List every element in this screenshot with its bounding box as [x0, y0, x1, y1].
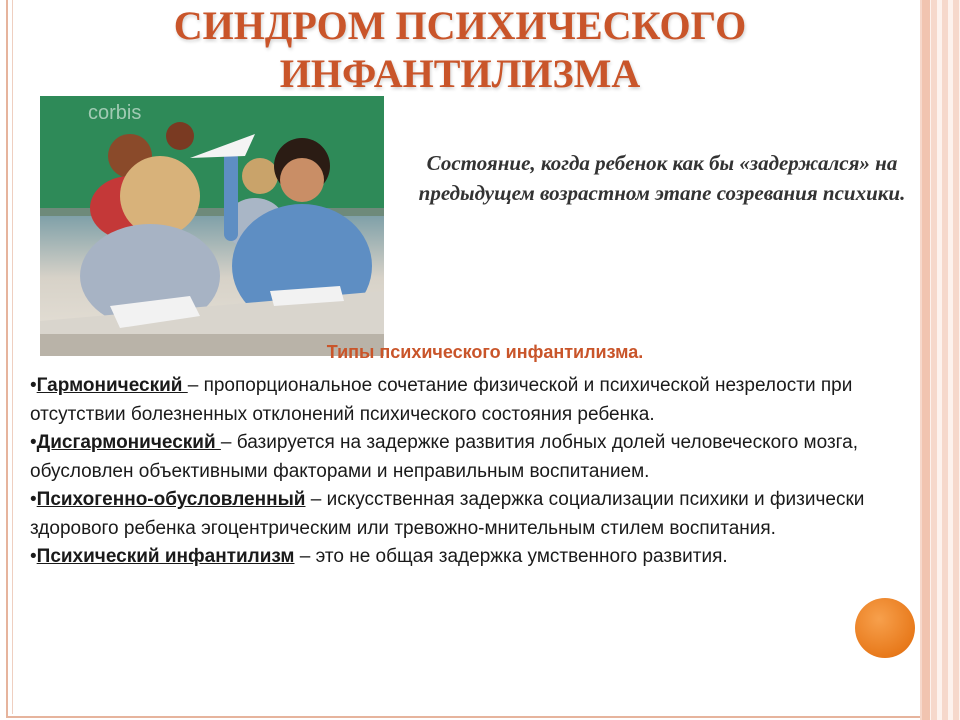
- title-line-2: ИНФАНТИЛИЗМА: [279, 51, 641, 96]
- list-item: [30, 429, 910, 486]
- term-description: – это не общая задержка умственного развития.: [294, 546, 728, 567]
- frame-inner-line: [12, 0, 13, 714]
- list-item: [30, 372, 910, 429]
- classroom-illustration: [40, 96, 384, 356]
- bullet: •: [30, 546, 37, 567]
- term-psychic-infantilism: Психический инфантилизм: [36, 546, 295, 567]
- title-line-1: СИНДРОМ ПСИХИЧЕСКОГО: [173, 3, 747, 48]
- bullet: •: [30, 489, 37, 510]
- classroom-photo: [40, 96, 384, 356]
- decorative-orange-circle: [855, 598, 915, 658]
- bullet: •: [30, 375, 37, 396]
- types-list: [30, 372, 910, 572]
- term-description: – пропорциональное сочетание физической и психической незрелости при отсутствии болезненных отклонений психического состояния ребенка.: [30, 375, 853, 425]
- term-description: – базируется на задержке развития лобных долей человеческого мозга, обусловлен объективными факторами и неправильным воспитанием.: [30, 432, 859, 482]
- term-description: – искусственная задержка социализации психики и физически здорового ребенка эгоцентрическим или тревожно-мнительным стилем воспитания.: [30, 489, 865, 539]
- list-item: [30, 543, 910, 572]
- types-heading: Типы психического инфантилизма.: [326, 342, 644, 362]
- term-psychogenic: Психогенно-обусловленный: [36, 489, 306, 510]
- slide-title: [40, 2, 880, 98]
- definition-quote: Состояние, когда ребенок как бы «задержался» на предыдущем возрастном этапе созревания психики.: [418, 151, 906, 205]
- term-harmonic: Гармонический: [36, 375, 188, 396]
- list-item: [30, 486, 910, 543]
- bullet: •: [30, 432, 37, 453]
- term-disharmonic: Дисгармонический: [36, 432, 221, 453]
- photo-watermark: corbis: [88, 102, 142, 124]
